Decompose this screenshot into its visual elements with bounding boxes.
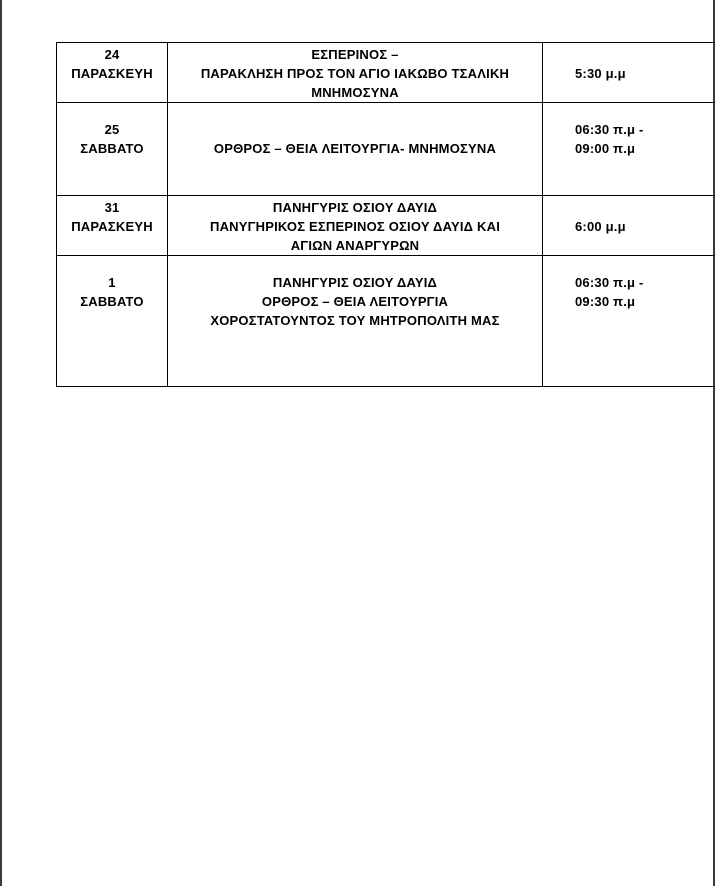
day-name: ΠΑΡΑΣΚΕΥΗ — [71, 66, 153, 81]
time-line: 6:00 μ.μ — [575, 219, 626, 234]
time-cell — [543, 256, 715, 387]
event-cell — [168, 103, 543, 196]
schedule-table — [56, 42, 715, 387]
event-line: ΠΑΝΗΓΥΡΙΣ ΟΣΙΟΥ ΔΑΥΙΔ — [272, 200, 438, 215]
day-name: ΠΑΡΑΣΚΕΥΗ — [71, 219, 153, 234]
time-line: 5:30 μ.μ — [575, 66, 626, 81]
date-cell — [57, 103, 168, 196]
event-line: ΕΣΠΕΡΙΝΟΣ – — [311, 47, 399, 62]
event-line: ΟΡΘΡΟΣ – ΘΕΙΑ ΛΕΙΤΟΥΡΓΙΑ — [261, 294, 449, 309]
event-cell — [168, 196, 543, 256]
date-cell — [57, 43, 168, 103]
day-number: 24 — [104, 47, 120, 62]
event-line: ΑΓΙΩΝ ΑΝΑΡΓΥΡΩΝ — [290, 238, 420, 253]
table-row — [57, 103, 715, 196]
day-number: 1 — [108, 275, 116, 290]
event-line: ΠΑΝΗΓΥΡΙΣ ΟΣΙΟΥ ΔΑΥΙΔ — [272, 275, 438, 290]
date-cell — [57, 196, 168, 256]
table-row — [57, 196, 715, 256]
date-cell — [57, 256, 168, 387]
time-line: 06:30 π.μ - — [575, 275, 644, 290]
event-line: ΠΑΡΑΚΛΗΣΗ ΠΡΟΣ ΤΟΝ ΑΓΙΟ ΙΑΚΩΒΟ ΤΣΑΛΙΚΗ — [200, 66, 510, 81]
event-line: ΟΡΘΡΟΣ – ΘΕΙΑ ΛΕΙΤΟΥΡΓΙΑ- ΜΝΗΜΟΣΥΝΑ — [213, 141, 497, 156]
time-cell — [543, 43, 715, 103]
page-left-border — [0, 0, 2, 886]
time-cell — [543, 103, 715, 196]
event-line: ΧΟΡΟΣΤΑΤΟΥΝΤΟΣ ΤΟΥ ΜΗΤΡΟΠΟΛΙΤΗ ΜΑΣ — [210, 313, 500, 328]
time-line: 06:30 π.μ - — [575, 122, 644, 137]
event-line: ΠΑΝΥΓΗΡΙΚΟΣ ΕΣΠΕΡΙΝΟΣ ΟΣΙΟΥ ΔΑΥΙΔ ΚΑΙ — [209, 219, 501, 234]
time-line: 09:00 π.μ — [575, 141, 636, 156]
table-row — [57, 43, 715, 103]
time-cell — [543, 196, 715, 256]
event-line: ΜΝΗΜΟΣΥΝΑ — [311, 85, 399, 100]
table-row — [57, 256, 715, 387]
event-cell — [168, 256, 543, 387]
time-line: 09:30 π.μ — [575, 294, 636, 309]
day-number: 31 — [104, 200, 120, 215]
day-name: ΣΑΒΒΑΤΟ — [80, 141, 144, 156]
day-number: 25 — [104, 122, 120, 137]
day-name: ΣΑΒΒΑΤΟ — [80, 294, 144, 309]
event-cell — [168, 43, 543, 103]
